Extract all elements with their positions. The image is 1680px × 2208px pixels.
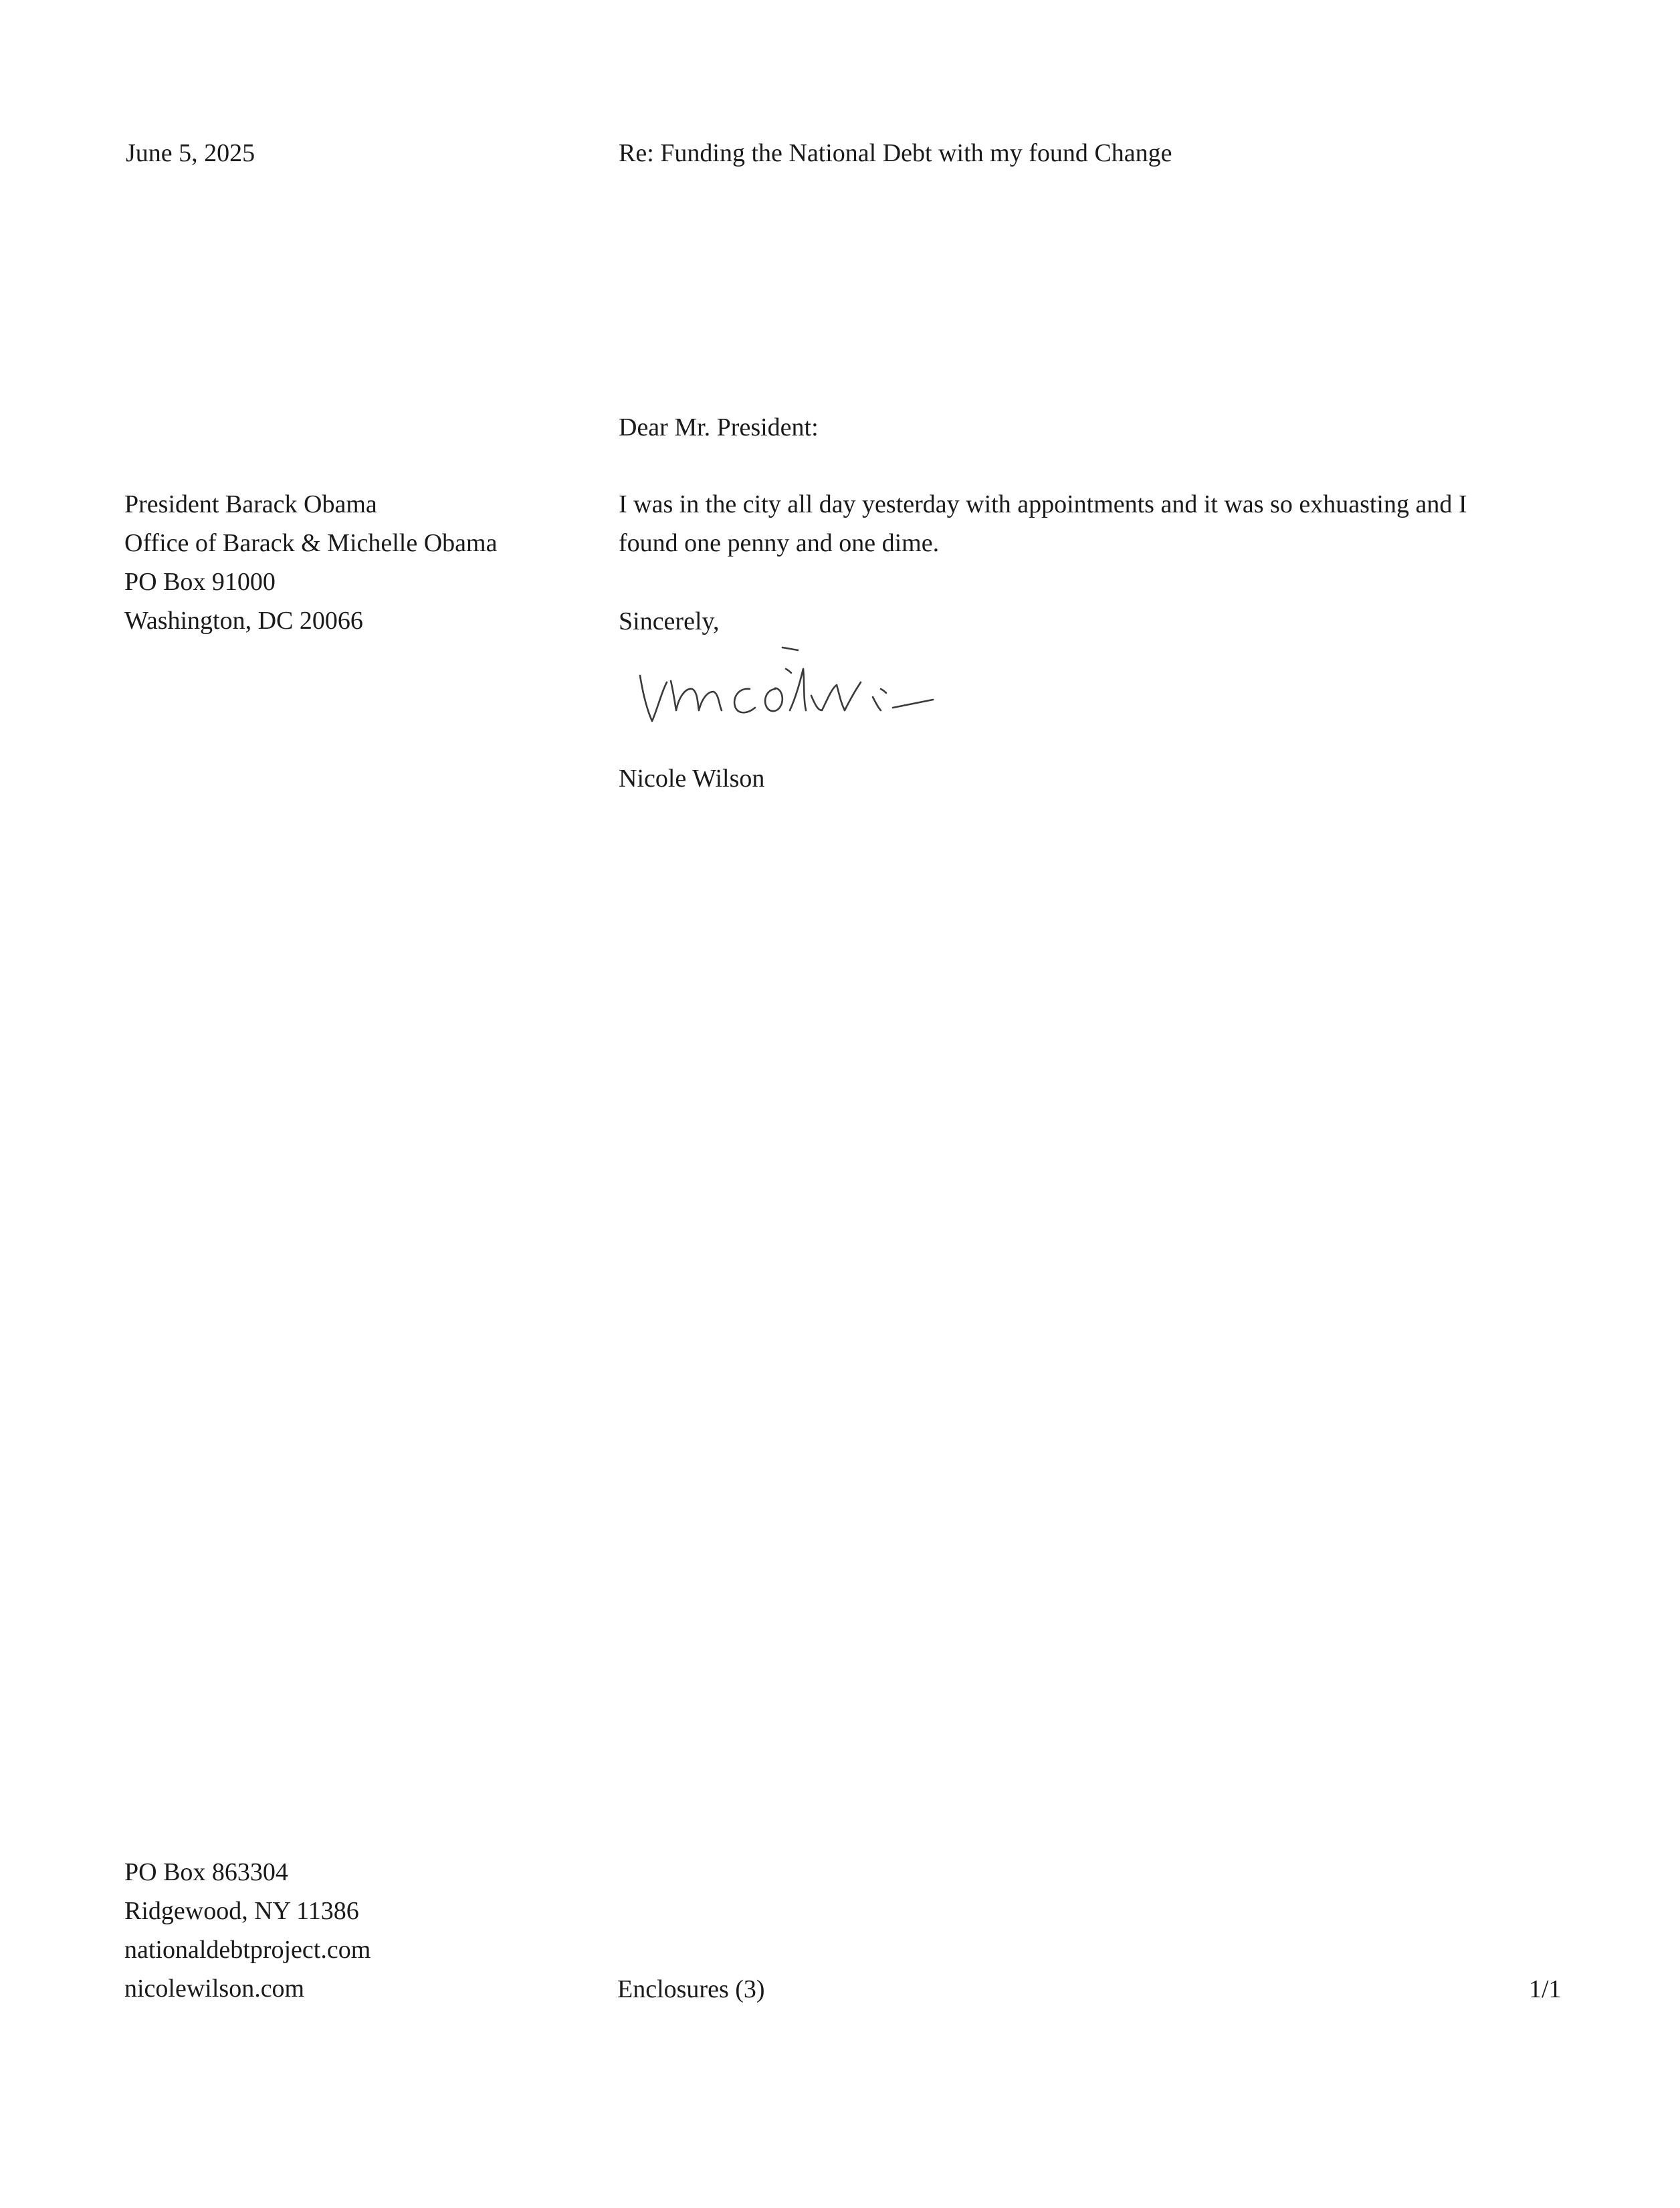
signer-name: Nicole Wilson bbox=[619, 765, 765, 793]
closing: Sincerely, bbox=[619, 607, 720, 635]
body-line: found one penny and one dime. bbox=[619, 529, 940, 557]
letter-subject: Re: Funding the National Debt with my found Change bbox=[619, 139, 1172, 167]
sender-website-personal: nicolewilson.com bbox=[124, 1975, 305, 2003]
sender-po-box: PO Box 863304 bbox=[124, 1858, 288, 1886]
page-number: 1/1 bbox=[1529, 1975, 1562, 2003]
sender-city: Ridgewood, NY 11386 bbox=[124, 1897, 359, 1925]
enclosures-note: Enclosures (3) bbox=[617, 1975, 765, 2003]
handwritten-signature-icon bbox=[632, 635, 960, 736]
salutation: Dear Mr. President: bbox=[619, 413, 819, 441]
recipient-name: President Barack Obama bbox=[124, 490, 377, 518]
sender-address bbox=[124, 1853, 371, 2008]
sender-website-project: nationaldebtproject.com bbox=[124, 1936, 371, 1964]
recipient-address bbox=[124, 485, 497, 640]
recipient-po-box: PO Box 91000 bbox=[124, 568, 276, 596]
letter-body bbox=[619, 485, 1568, 563]
recipient-city: Washington, DC 20066 bbox=[124, 607, 363, 635]
letter-date: June 5, 2025 bbox=[126, 139, 255, 167]
recipient-office: Office of Barack & Michelle Obama bbox=[124, 529, 498, 557]
body-line: I was in the city all day yesterday with appointments and it was so exhuasting and I bbox=[619, 490, 1467, 518]
